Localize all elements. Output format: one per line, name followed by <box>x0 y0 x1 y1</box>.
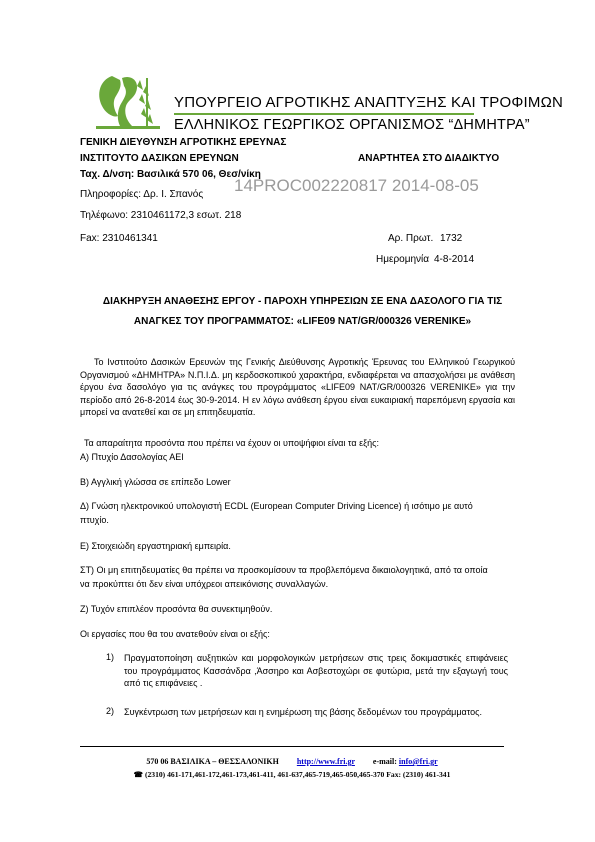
email-label: e-mail: <box>372 757 397 766</box>
postal-address: Ταχ. Δ/νση: Βασιλικά 570 06, Θεσ/νίκη <box>80 169 261 180</box>
qualifications-intro: Τα απαραίτητα προσόντα που πρέπει να έχουν οι υποψήφιοι είναι τα εξής: <box>84 438 379 448</box>
task-item: Πραγματοποίηση αυξητικών και μορφολογικών μετρήσεων στις τρεις δοκιμαστικές επιφάνειες του προγράμματος Κασσάνδρα ,Άσσηρο και Ασβεστοχώρι σε φυτώρια, μετά την εξαγωγή τους από τις επιφάνειες . <box>124 653 508 688</box>
date-label: Ημερομηνία <box>376 254 430 265</box>
website-link[interactable]: http://www.fri.gr <box>296 757 355 766</box>
header-divider <box>174 113 474 115</box>
notice-title <box>70 292 535 332</box>
qualification-e: Ε) Στοιχειώδη εργαστηριακή εμπειρία. <box>80 541 231 551</box>
protocol-label: Αρ. Πρωτ. <box>388 233 434 244</box>
email-link[interactable]: info@fri.gr <box>398 757 438 766</box>
contact-info: Πληροφορίες: Δρ. Ι. Σπανός <box>80 189 204 200</box>
organization-name: ΕΛΛΗΝΙΚΟΣ ΓΕΩΡΓΙΚΟΣ ΟΡΓΑΝΙΣΜΟΣ “ΔΗΜΗΤΡΑ” <box>174 117 530 133</box>
organization-logo <box>92 70 164 132</box>
task-item: Συγκέντρωση των μετρήσεων και η ενημέρωση της βάσης δεδομένων του προγράμματος. <box>124 707 483 717</box>
notice-title-line2: ΑΝΑΓΚΕΣ ΤΟΥ ΠΡΟΓΡΑΜΜΑΤΟΣ: «LIFE09 NAT/GR/000326 VERENIKE» <box>133 316 472 327</box>
footer-address: 570 06 ΒΑΣΙΛΙΚΑ – ΘΕΣΣΑΛΟΝΙΚΗ <box>146 757 279 766</box>
tasks-intro: Οι εργασίες που θα του ανατεθούν είναι οι εξής: <box>80 629 270 639</box>
fax-number: Fax: 2310461341 <box>80 233 158 244</box>
qualification-d-cont: πτυχίο. <box>80 515 109 525</box>
qualification-a: Α) Πτυχίο Δασολογίας ΑΕΙ <box>80 452 184 462</box>
demeter-logo-icon <box>92 70 164 132</box>
qualification-st: ΣΤ) Οι μη επιτηδευματίες θα πρέπει να προσκομίσουν τα προβλεπόμενα δικαιολογητικά, από τα οποία <box>80 565 488 575</box>
directorate-name: ΓΕΝΙΚΗ ΔΙΕΥΘΥΝΣΗ ΑΓΡΟΤΙΚΗΣ ΕΡΕΥΝΑΣ <box>80 137 287 148</box>
qualification-d: Δ) Γνώση ηλεκτρονικού υπολογιστή ECDL (European Computer Driving Licence) ή ισότιμο με αυτό <box>80 501 473 511</box>
protocol-number: 1732 <box>440 233 463 244</box>
intro-paragraph: Το Ινστιτούτο Δασικών Ερευνών της Γενικής Διεύθυνσης Αγροτικής Έρευνας του Ελληνικού Γεωργικού Οργανισμού «ΔΗΜΗΤΡΑ» Ν.Π.Ι.Δ. μη κερδοσκοπικού χαρακτήρα, ενδιαφέρεται να απασχολήσει με ανάθεση έργου ένα δασολόγο για τις ανάγκες του προγράμματος «LIFE09 NAT/GR/000326 VERENIKE» για την περίοδο από 26-8-2014 έως 30-9-2014. Η εν λόγω ανάθεση έργου είναι ευκαιριακή παρεπόμενη εργασία και μπορεί να ανατεθεί και σε μη επιτηδευματία. <box>80 357 515 417</box>
task-number: 2) <box>106 706 115 716</box>
diavgeia-stamp: 14PROC002220817 2014-08-05 <box>234 176 479 195</box>
footer-contact <box>80 757 504 766</box>
footer-phones: ☎ (2310) 461-171,461-172,461-173,461-411, 461-637,465-719,465-050,465-370 Fax: (2310) 461-341 <box>133 770 451 779</box>
institute-name: ΙΝΣΤΙΤΟΥΤΟ ΔΑΣΙΚΩΝ ΕΡΕΥΝΩΝ <box>80 153 239 164</box>
qualification-z: Ζ) Τυχόν επιπλέον προσόντα θα συνεκτιμηθούν. <box>80 604 273 614</box>
phone-number: Τηλέφωνο: 2310461172,3 εσωτ. 218 <box>80 210 242 221</box>
post-online-notice: ΑΝΑΡΤΗΤΕΑ ΣΤΟ ΔΙΑΔΙΚΤΥΟ <box>358 153 500 164</box>
task-number: 1) <box>106 652 115 662</box>
ministry-name: ΥΠΟΥΡΓΕΙΟ ΑΓΡΟΤΙΚΗΣ ΑΝΑΠΤΥΞΗΣ ΚΑΙ ΤΡΟΦΙΜΩΝ <box>174 94 564 111</box>
date-value: 4-8-2014 <box>434 254 475 265</box>
qualification-st-cont: να προκύπτει ότι δεν είναι υπόχρεοι απεικόνισης συναλλαγών. <box>80 579 329 589</box>
notice-title-line1: ΔΙΑΚΗΡΥΞΗ ΑΝΑΘΕΣΗΣ ΕΡΓΟΥ - ΠΑΡΟΧΗ ΥΠΗΡΕΣΙΩΝ ΣΕ ΕΝΑ ΔΑΣΟΛΟΓΟ ΓΙΑ ΤΙΣ <box>102 296 503 307</box>
footer-divider <box>80 746 504 747</box>
qualification-b: Β) Αγγλική γλώσσα σε επίπεδο Lower <box>80 477 231 487</box>
